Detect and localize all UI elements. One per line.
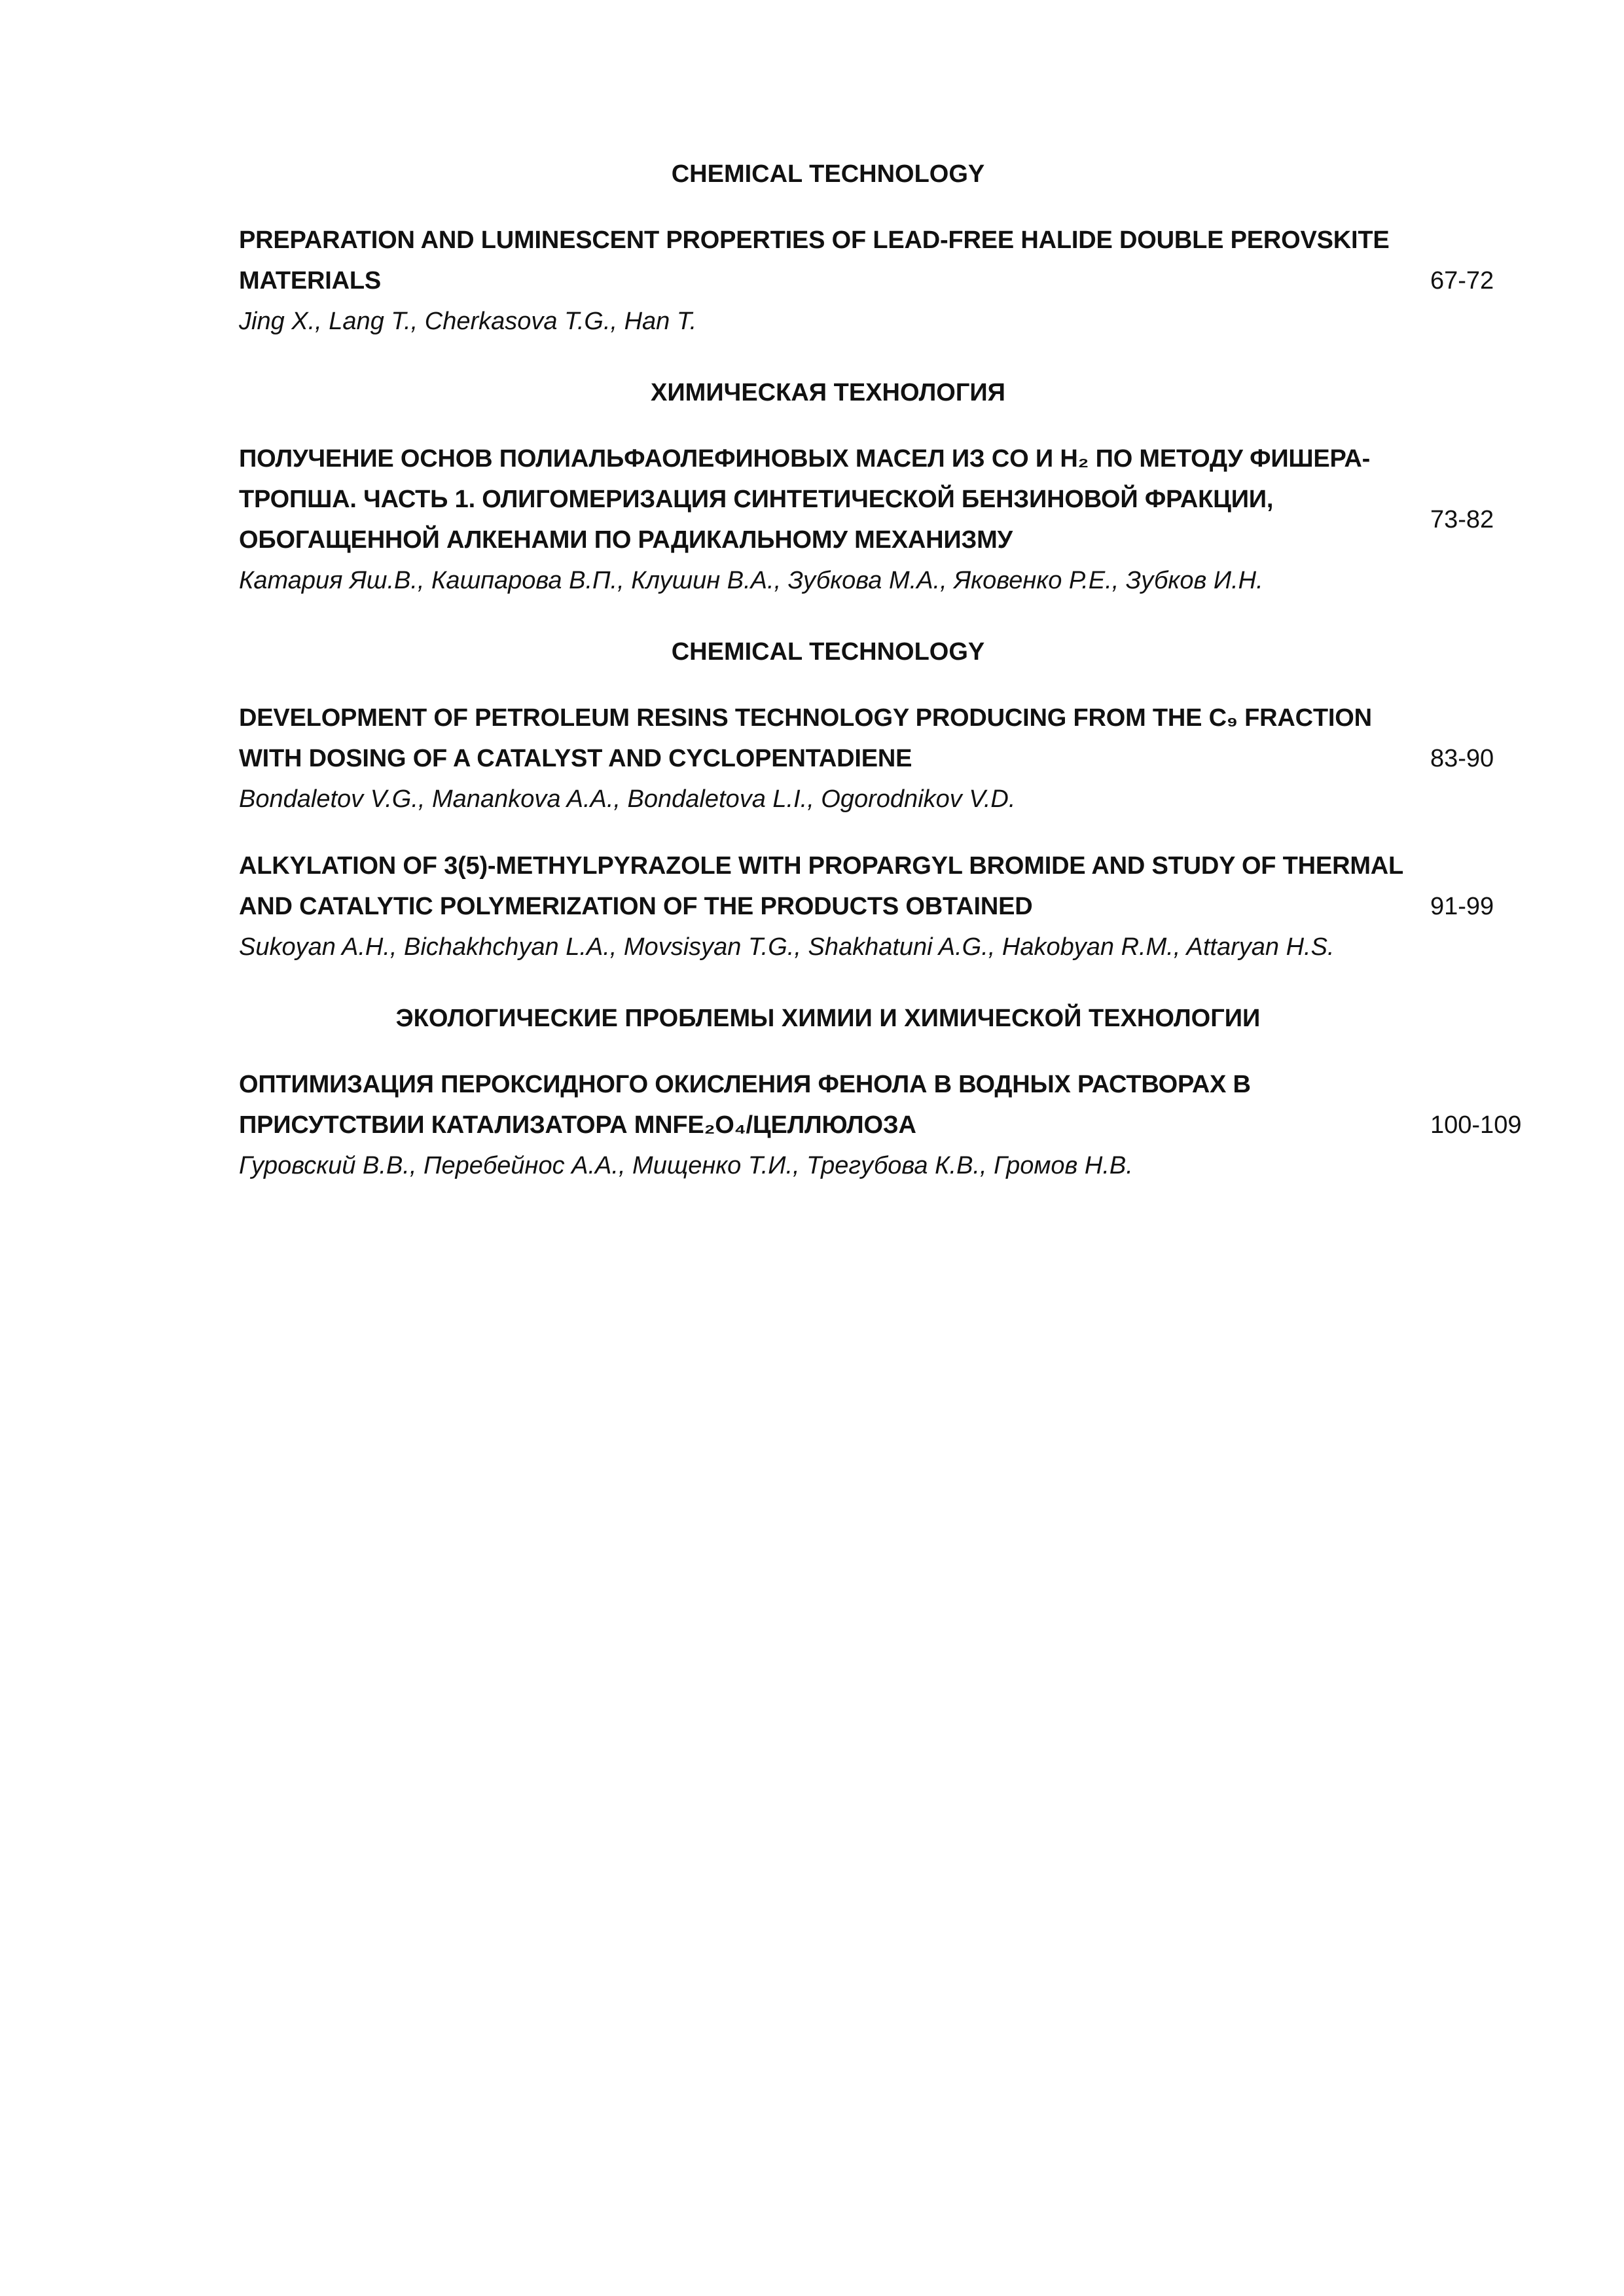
entry-pages: 100-109 <box>1430 1111 1522 1139</box>
entry-title-line: ОБОГАЩЕННОЙ АЛКЕНАМИ ПО РАДИКАЛЬНОМУ МЕХАНИЗМУ <box>239 526 1013 554</box>
section-heading: CHEMICAL TECHNOLOGY <box>671 160 985 188</box>
entry-title-line: AND CATALYTIC POLYMERIZATION OF THE PRODUCTS OBTAINED <box>239 893 1033 920</box>
entry-title-line: MATERIALS <box>239 267 382 295</box>
entry-title-line: DEVELOPMENT OF PETROLEUM RESINS TECHNOLOGY PRODUCING FROM THE C₉ FRACTION <box>239 704 1372 732</box>
entry-pages: 73-82 <box>1430 506 1494 533</box>
section-heading: CHEMICAL TECHNOLOGY <box>671 638 985 666</box>
spacer <box>239 967 1548 999</box>
entry-pages: 67-72 <box>1430 267 1494 295</box>
entry-text <box>239 698 1430 819</box>
entry-pages: 83-90 <box>1430 745 1494 772</box>
section-heading: ХИМИЧЕСКАЯ ТЕХНОЛОГИЯ <box>651 379 1005 406</box>
toc-entry[interactable] <box>239 846 1548 967</box>
entry-title-line: ALKYLATION OF 3(5)-METHYLPYRAZOLE WITH PROPARGYL BROMIDE AND STUDY OF THERMAL <box>239 852 1404 880</box>
entry-pages: 91-99 <box>1430 893 1494 920</box>
table-of-contents <box>239 154 1548 1186</box>
entry-title-line: PREPARATION AND LUMINESCENT PROPERTIES OF LEAD-FREE HALIDE DOUBLE PEROVSKITE <box>239 226 1390 254</box>
spacer <box>239 601 1548 632</box>
entry-authors: Катария Яш.В., Кашпарова В.П., Клушин В.А., Зубкова М.А., Яковенко Р.Е., Зубков И.Н. <box>239 567 1263 594</box>
entry-title-line: ПОЛУЧЕНИЕ ОСНОВ ПОЛИАЛЬФАОЛЕФИНОВЫХ МАСЕЛ ИЗ CO И H₂ ПО МЕТОДУ ФИШЕРА- <box>239 445 1371 473</box>
entry-title-line: ТРОПША. ЧАСТЬ 1. ОЛИГОМЕРИЗАЦИЯ СИНТЕТИЧЕСКОЙ БЕНЗИНОВОЙ ФРАКЦИИ, <box>239 486 1274 513</box>
entry-authors: Sukoyan A.H., Bichakhchyan L.A., Movsisyan T.G., Shakhatuni A.G., Hakobyan R.M., Attaryan H.S. <box>239 933 1335 961</box>
spacer <box>239 342 1548 373</box>
toc-entry[interactable] <box>239 220 1548 342</box>
entry-text <box>239 846 1430 967</box>
entry-text <box>239 1064 1430 1186</box>
entry-authors: Гуровский В.В., Перебейнос А.А., Мищенко Т.И., Трегубова К.В., Громов Н.В. <box>239 1152 1133 1179</box>
entry-title-line: ОПТИМИЗАЦИЯ ПЕРОКСИДНОГО ОКИСЛЕНИЯ ФЕНОЛА В ВОДНЫХ РАСТВОРАХ В <box>239 1071 1251 1098</box>
toc-entry[interactable] <box>239 439 1548 601</box>
entry-authors: Bondaletov V.G., Manankova A.A., Bondaletova L.I., Ogorodnikov V.D. <box>239 785 1016 813</box>
entry-text <box>239 220 1430 342</box>
entry-authors: Jing X., Lang T., Cherkasova T.G., Han T. <box>239 308 697 335</box>
entry-text <box>239 439 1430 601</box>
toc-entry[interactable] <box>239 698 1548 819</box>
entry-title-line: WITH DOSING OF A CATALYST AND CYCLOPENTADIENE <box>239 745 912 772</box>
entry-title-line: ПРИСУТСТВИИ КАТАЛИЗАТОРА MNFE₂O₄/ЦЕЛЛЮЛОЗА <box>239 1111 916 1139</box>
section-heading: ЭКОЛОГИЧЕСКИЕ ПРОБЛЕМЫ ХИМИИ И ХИМИЧЕСКОЙ ТЕХНОЛОГИИ <box>395 1005 1261 1032</box>
toc-entry[interactable] <box>239 1064 1548 1186</box>
